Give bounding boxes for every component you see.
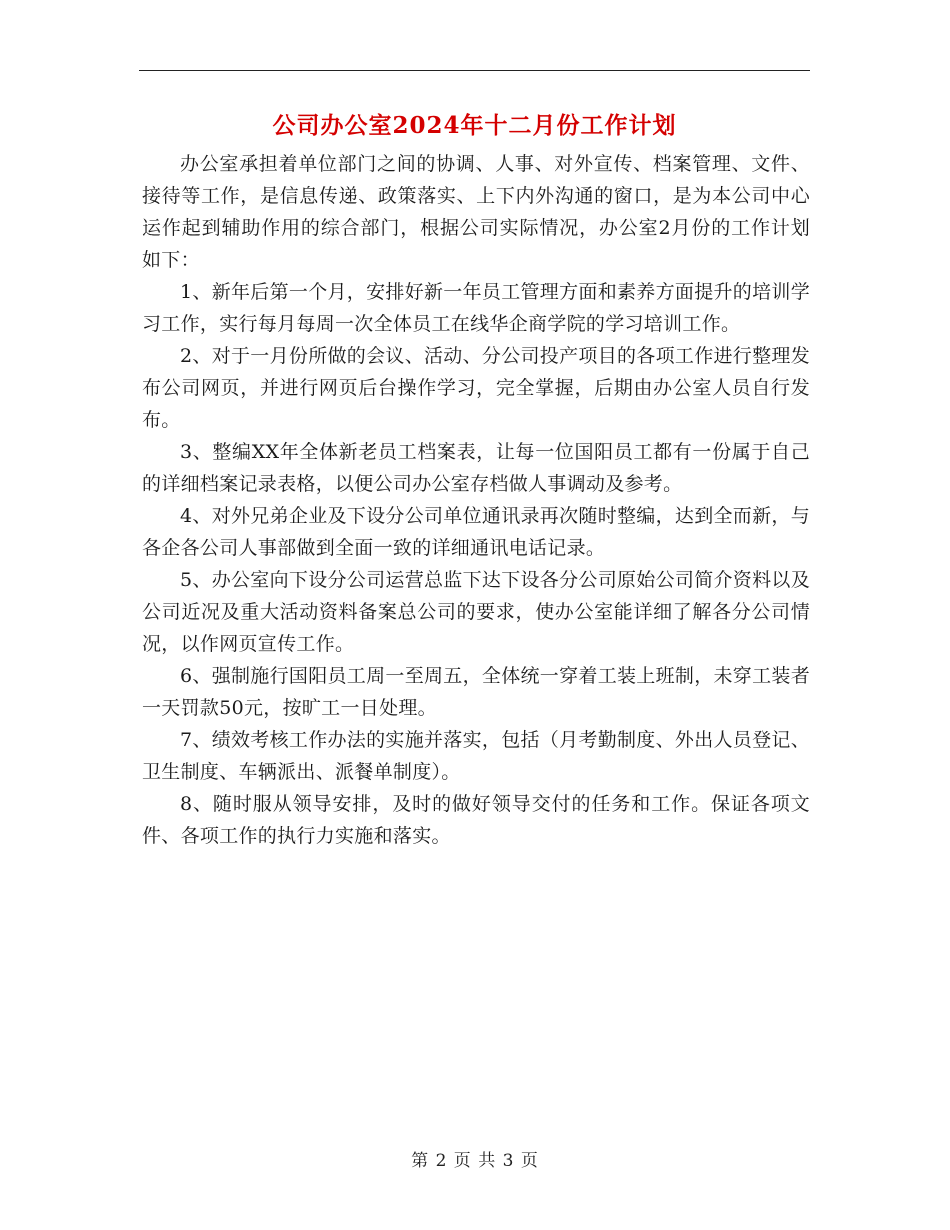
plan-item-8: 8、随时服从领导安排，及时的做好领导交付的任务和工作。保证各项文件、各项工作的执行力实施和落实。 xyxy=(142,793,810,847)
plan-item-4: 4、对外兄弟企业及下设分公司单位通讯录再次随时整编，达到全而新，与各企各公司人事部做到全面一致的详细通讯电话记录。 xyxy=(142,505,810,559)
plan-item-6: 6、强制施行国阳员工周一至周五，全体统一穿着工装上班制，未穿工装者一天罚款50元，按旷工一日处理。 xyxy=(142,665,810,719)
document-body xyxy=(142,148,810,852)
intro-paragraph: 办公室承担着单位部门之间的协调、人事、对外宣传、档案管理、文件、接待等工作，是信息传递、政策落实、上下内外沟通的窗口，是为本公司中心运作起到辅助作用的综合部门，根据公司实际情况，办公室2月份的工作计划如下： xyxy=(142,153,810,271)
plan-item-1: 1、新年后第一个月，安排好新一年员工管理方面和素养方面提升的培训学习工作，实行每月每周一次全体员工在线华企商学院的学习培训工作。 xyxy=(142,281,810,335)
page-number: 第 2 页 共 3 页 xyxy=(411,1151,539,1171)
page-footer xyxy=(0,1146,950,1171)
plan-item-2: 2、对于一月份所做的会议、活动、分公司投产项目的各项工作进行整理发布公司网页，并进行网页后台操作学习，完全掌握，后期由办公室人员自行发布。 xyxy=(142,345,810,431)
document-title: 公司办公室2024年十二月份工作计划 xyxy=(272,112,677,139)
header-rule xyxy=(139,70,810,71)
plan-item-5: 5、办公室向下设分公司运营总监下达下设各分公司原始公司简介资料以及公司近况及重大活动资料备案总公司的要求，使办公室能详细了解各分公司情况，以作网页宣传工作。 xyxy=(142,569,810,655)
plan-item-7: 7、绩效考核工作办法的实施并落实，包括（月考勤制度、外出人员登记、卫生制度、车辆派出、派餐单制度）。 xyxy=(142,729,810,783)
plan-item-3: 3、整编XX年全体新老员工档案表，让每一位国阳员工都有一份属于自己的详细档案记录表格，以便公司办公室存档做人事调动及参考。 xyxy=(142,441,810,495)
